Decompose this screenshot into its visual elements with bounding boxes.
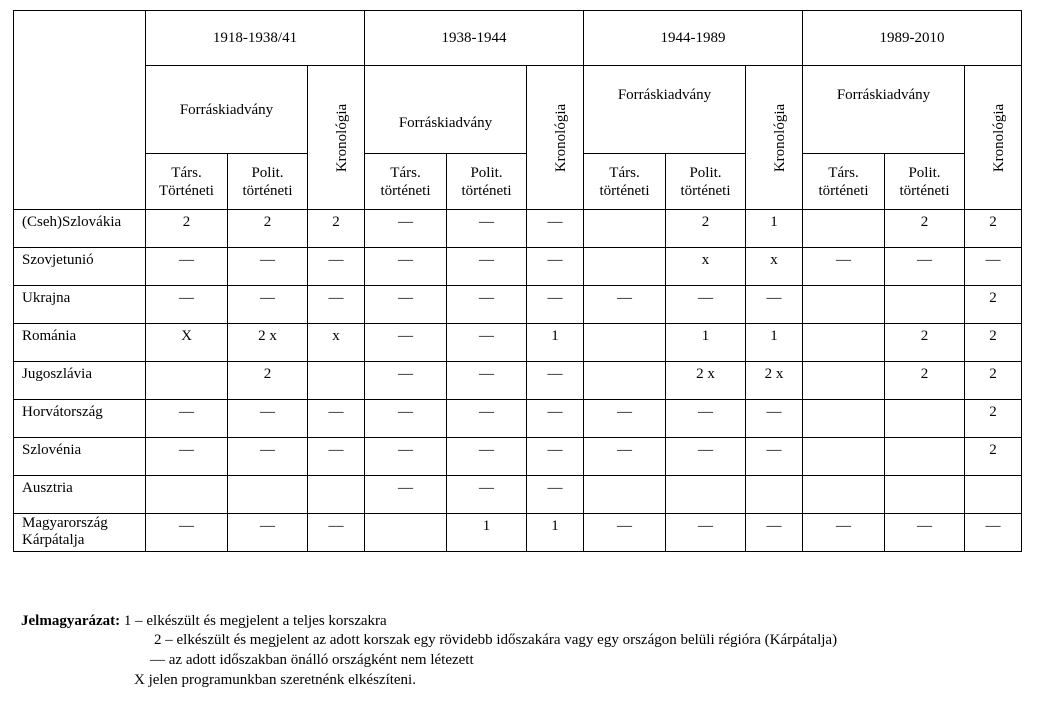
- table-cell: —: [365, 438, 447, 476]
- country-label: Ukrajna: [14, 286, 146, 324]
- forraskiadvany-header: Forráskiadvány: [365, 66, 527, 154]
- table-cell: —: [527, 438, 584, 476]
- table-cell: —: [746, 438, 803, 476]
- table-cell: —: [146, 400, 228, 438]
- period-header: 1938-1944: [365, 11, 584, 66]
- table-cell: 2: [308, 210, 365, 248]
- table-cell: —: [885, 514, 965, 552]
- tars-tortenet-header: Társ. történeti: [365, 154, 447, 210]
- table-cell: —: [527, 362, 584, 400]
- forraskiadvany-header: Forráskiadvány: [146, 66, 308, 154]
- table-cell: 2: [666, 210, 746, 248]
- table-cell: [146, 476, 228, 514]
- table-cell: 2: [965, 400, 1022, 438]
- table-cell: 2: [965, 286, 1022, 324]
- forraskiadvany-header: Forráskiadvány: [803, 66, 965, 154]
- table-cell: —: [447, 400, 527, 438]
- table-cell: —: [447, 362, 527, 400]
- table-cell: —: [308, 514, 365, 552]
- kronologia-header: Kronológia: [308, 66, 365, 210]
- table-cell: [584, 210, 666, 248]
- table-cell: —: [527, 400, 584, 438]
- table-cell: 1: [666, 324, 746, 362]
- country-label: (Cseh)Szlovákia: [14, 210, 146, 248]
- table-row: [14, 248, 1022, 286]
- table-cell: 2: [228, 362, 308, 400]
- table-cell: —: [584, 400, 666, 438]
- table-row: [14, 400, 1022, 438]
- table-cell: [803, 362, 885, 400]
- table-cell: —: [447, 286, 527, 324]
- tars-tortenet-header: Társ. Történeti: [146, 154, 228, 210]
- table-cell: [584, 476, 666, 514]
- table-cell: —: [228, 400, 308, 438]
- table-cell: —: [146, 286, 228, 324]
- table-cell: [746, 476, 803, 514]
- table-cell: —: [447, 324, 527, 362]
- table-cell: —: [447, 248, 527, 286]
- country-label: Szovjetunió: [14, 248, 146, 286]
- table-cell: [803, 476, 885, 514]
- table-cell: [803, 210, 885, 248]
- polit-tortenet-header: Polit. történeti: [447, 154, 527, 210]
- table-cell: [308, 476, 365, 514]
- country-label: Szlovénia: [14, 438, 146, 476]
- forraskiadvany-header: Forráskiadvány: [584, 66, 746, 154]
- table-cell: 2: [885, 362, 965, 400]
- polit-tortenet-header: Polit. történeti: [666, 154, 746, 210]
- legend-line: Jelmagyarázat: 1 – elkészült és megjelent a teljes korszakra: [21, 613, 387, 629]
- table-cell: —: [228, 514, 308, 552]
- table-cell: —: [146, 248, 228, 286]
- legend-line: X jelen programunkban szeretnénk elkészíteni.: [134, 672, 416, 688]
- table-cell: —: [228, 248, 308, 286]
- table-row: [14, 476, 1022, 514]
- table-cell: —: [527, 210, 584, 248]
- table-cell: —: [746, 400, 803, 438]
- table-cell: [885, 286, 965, 324]
- table-cell: 2: [965, 324, 1022, 362]
- table-cell: —: [365, 324, 447, 362]
- table-cell: —: [228, 438, 308, 476]
- country-label: Ausztria: [14, 476, 146, 514]
- table-cell: —: [584, 438, 666, 476]
- period-header: 1944-1989: [584, 11, 803, 66]
- table-cell: 2: [965, 210, 1022, 248]
- tars-tortenet-header: Társ. történeti: [803, 154, 885, 210]
- overview-table: [13, 10, 1022, 552]
- table-cell: —: [965, 248, 1022, 286]
- table-cell: 2: [228, 210, 308, 248]
- table-cell: 2: [885, 210, 965, 248]
- table-cell: 1: [527, 514, 584, 552]
- table-cell: —: [447, 210, 527, 248]
- kronologia-header: Kronológia: [527, 66, 584, 210]
- table-cell: —: [308, 248, 365, 286]
- legend-line: — az adott időszakban önálló országként nem létezett: [150, 652, 474, 668]
- table-cell: [146, 362, 228, 400]
- country-label: Jugoszlávia: [14, 362, 146, 400]
- period-header: 1989-2010: [803, 11, 1022, 66]
- table-cell: 1: [527, 324, 584, 362]
- polit-tortenet-header: Polit. történeti: [228, 154, 308, 210]
- table-cell: —: [146, 438, 228, 476]
- table-cell: 2: [965, 362, 1022, 400]
- table-row: [14, 324, 1022, 362]
- table-cell: —: [666, 286, 746, 324]
- table-cell: —: [666, 438, 746, 476]
- table-row: [14, 362, 1022, 400]
- table-cell: —: [146, 514, 228, 552]
- table-cell: —: [228, 286, 308, 324]
- table-cell: [584, 248, 666, 286]
- table-cell: —: [584, 286, 666, 324]
- table-cell: [666, 476, 746, 514]
- table-cell: —: [527, 286, 584, 324]
- table-cell: [584, 324, 666, 362]
- table-cell: 2 x: [666, 362, 746, 400]
- table-cell: —: [803, 248, 885, 286]
- table-cell: X: [146, 324, 228, 362]
- table-cell: 2: [965, 438, 1022, 476]
- table-row: [14, 514, 1022, 552]
- table-cell: x: [308, 324, 365, 362]
- table-cell: [965, 476, 1022, 514]
- table-cell: 1: [746, 324, 803, 362]
- period-header: 1918-1938/41: [146, 11, 365, 66]
- kronologia-header: Kronológia: [746, 66, 803, 210]
- table-cell: —: [365, 286, 447, 324]
- legend-title: Jelmagyarázat:: [21, 613, 121, 629]
- table-cell: —: [308, 400, 365, 438]
- table-cell: —: [803, 514, 885, 552]
- tars-tortenet-header: Társ. történeti: [584, 154, 666, 210]
- table-cell: —: [365, 400, 447, 438]
- table-cell: [228, 476, 308, 514]
- table-cell: —: [365, 476, 447, 514]
- table-cell: [803, 438, 885, 476]
- table-cell: [803, 286, 885, 324]
- table-row: [14, 210, 1022, 248]
- table-cell: —: [584, 514, 666, 552]
- table-cell: —: [666, 400, 746, 438]
- table-cell: x: [746, 248, 803, 286]
- table-cell: —: [365, 210, 447, 248]
- table-cell: [365, 514, 447, 552]
- country-label: Románia: [14, 324, 146, 362]
- table-cell: —: [885, 248, 965, 286]
- table-cell: —: [447, 438, 527, 476]
- table-cell: x: [666, 248, 746, 286]
- polit-tortenet-header: Polit. történeti: [885, 154, 965, 210]
- table-cell: [803, 400, 885, 438]
- table-cell: [803, 324, 885, 362]
- table-cell: —: [746, 286, 803, 324]
- table-body: [14, 210, 1022, 552]
- table-cell: —: [365, 248, 447, 286]
- table-cell: 2 x: [228, 324, 308, 362]
- table-row: [14, 286, 1022, 324]
- table-cell: —: [365, 362, 447, 400]
- table-cell: 1: [447, 514, 527, 552]
- table-cell: [885, 476, 965, 514]
- country-label: Magyarország Kárpátalja: [14, 514, 146, 552]
- table-cell: —: [666, 514, 746, 552]
- table-row: [14, 438, 1022, 476]
- table-cell: [584, 362, 666, 400]
- table-cell: —: [308, 286, 365, 324]
- table-cell: [885, 400, 965, 438]
- table-cell: [885, 438, 965, 476]
- kronologia-header: Kronológia: [965, 66, 1022, 210]
- table-cell: —: [746, 514, 803, 552]
- table-cell: 2 x: [746, 362, 803, 400]
- table-cell: 2: [885, 324, 965, 362]
- country-label: Horvátország: [14, 400, 146, 438]
- table-cell: 1: [746, 210, 803, 248]
- table-cell: 2: [146, 210, 228, 248]
- table-cell: —: [308, 438, 365, 476]
- legend-line: 2 – elkészült és megjelent az adott korszak egy rövidebb időszakára vagy egy országon belüli régióra (Kárpátalja): [154, 632, 838, 648]
- table-cell: [308, 362, 365, 400]
- table-cell: —: [965, 514, 1022, 552]
- table-cell: —: [527, 476, 584, 514]
- table-cell: —: [527, 248, 584, 286]
- corner-cell: [14, 11, 146, 210]
- table-cell: —: [447, 476, 527, 514]
